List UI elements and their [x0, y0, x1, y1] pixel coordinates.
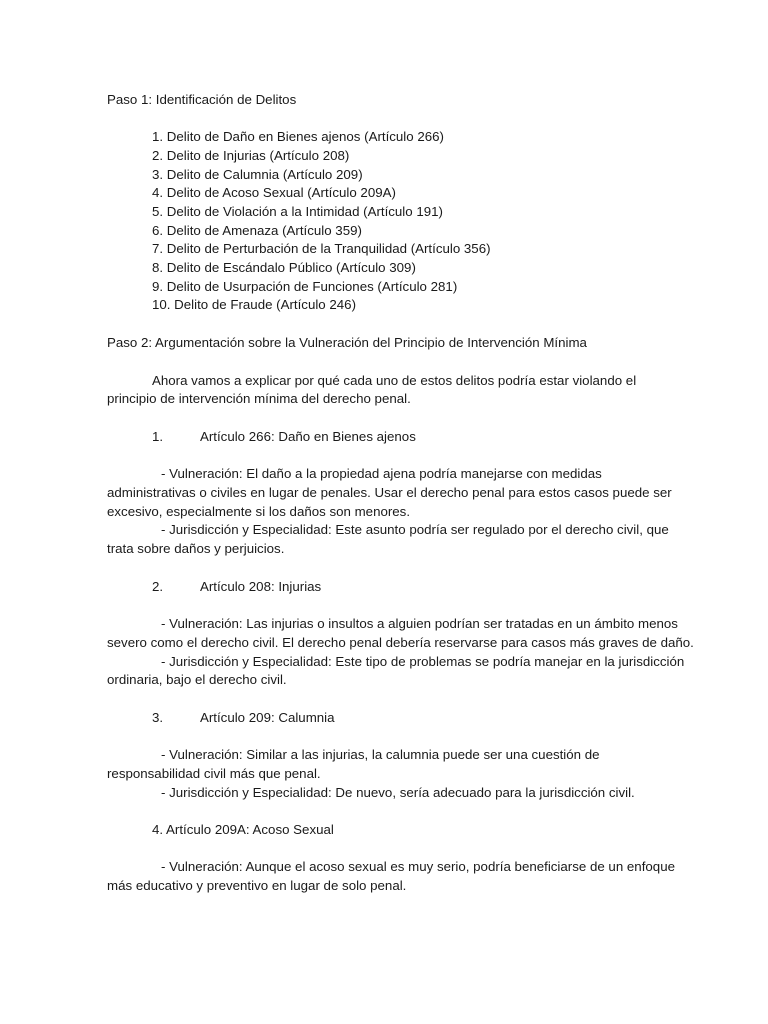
section-number: 1. — [152, 429, 164, 444]
paragraph-line: más educativo y preventivo en lugar de solo penal. — [107, 878, 407, 893]
list-item: 5. Delito de Violación a la Intimidad (Artículo 191) — [152, 204, 443, 219]
paragraph-line: excesivo, especialmente si los daños son menores. — [107, 504, 411, 519]
paragraph-line: ordinaria, bajo el derecho civil. — [107, 672, 287, 687]
paragraph-line: administrativas o civiles en lugar de penales. Usar el derecho penal para estos casos puede ser — [107, 485, 672, 500]
list-item: 10. Delito de Fraude (Artículo 246) — [152, 297, 356, 312]
list-item: 9. Delito de Usurpación de Funciones (Artículo 281) — [152, 279, 458, 294]
paragraph-line: - Vulneración: Aunque el acoso sexual es muy serio, podría beneficiarse de un enfoque — [161, 859, 675, 874]
paragraph-line: - Vulneración: Similar a las injurias, la calumnia puede ser una cuestión de — [161, 747, 600, 762]
section-title: Artículo 208: Injurias — [200, 579, 322, 594]
section-heading: 4. Artículo 209A: Acoso Sexual — [152, 822, 334, 837]
section-heading — [152, 428, 712, 447]
paragraph-line: - Vulneración: El daño a la propiedad ajena podría manejarse con medidas — [161, 466, 602, 481]
list-item: 6. Delito de Amenaza (Artículo 359) — [152, 223, 362, 238]
section-number: 3. — [152, 710, 164, 725]
list-item: 8. Delito de Escándalo Público (Artículo 309) — [152, 260, 416, 275]
list-item: 3. Delito de Calumnia (Artículo 209) — [152, 167, 363, 182]
paragraph-line: - Vulneración: Las injurias o insultos a alguien podrían ser tratadas en un ámbito menos — [161, 616, 678, 631]
intro-text: Ahora vamos a explicar por qué cada uno de estos delitos podría estar violando el — [152, 373, 637, 388]
section-heading — [152, 709, 712, 728]
list-item: 1. Delito de Daño en Bienes ajenos (Artículo 266) — [152, 129, 444, 144]
intro-text: principio de intervención mínima del derecho penal. — [107, 391, 411, 406]
section-heading — [152, 578, 712, 597]
section-number: 2. — [152, 579, 164, 594]
section-title: Artículo 266: Daño en Bienes ajenos — [200, 429, 416, 444]
paragraph-line: trata sobre daños y perjuicios. — [107, 541, 285, 556]
paragraph-line: - Jurisdicción y Especialidad: Este tipo de problemas se podría manejar en la jurisdicción — [161, 654, 685, 669]
list-item: 7. Delito de Perturbación de la Tranquilidad (Artículo 356) — [152, 241, 491, 256]
paragraph-line: severo como el derecho civil. El derecho penal debería reservarse para casos más graves de daño. — [107, 635, 694, 650]
step2-heading: Paso 2: Argumentación sobre la Vulneración del Principio de Intervención Mínima — [107, 335, 587, 350]
list-item: 4. Delito de Acoso Sexual (Artículo 209A) — [152, 185, 396, 200]
section-title: Artículo 209: Calumnia — [200, 710, 335, 725]
step1-heading: Paso 1: Identificación de Delitos — [107, 92, 297, 107]
paragraph-line: - Jurisdicción y Especialidad: Este asunto podría ser regulado por el derecho civil, que — [161, 522, 669, 537]
paragraph-line: responsabilidad civil más que penal. — [107, 766, 321, 781]
paragraph-line: - Jurisdicción y Especialidad: De nuevo, sería adecuado para la jurisdicción civil. — [161, 785, 635, 800]
list-item: 2. Delito de Injurias (Artículo 208) — [152, 148, 350, 163]
